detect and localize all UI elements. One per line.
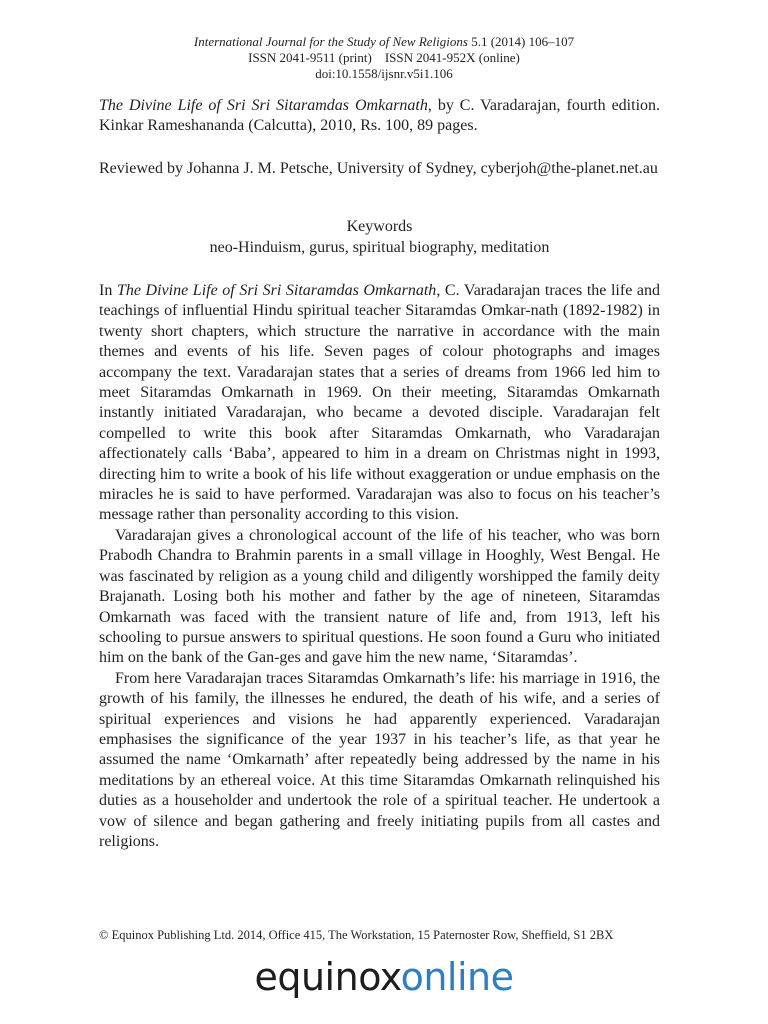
doi-line: doi:10.1558/ijsnr.v5i1.106 (315, 66, 453, 81)
keywords-heading: Keywords (346, 218, 413, 235)
body-paragraph-3: From here Varadarajan traces Sitaramdas Omkarnath’s life: his marriage in 1916, the growth of his family, the illnesses he endured, the death of his wife, and a series of spiritual experiences and visions he had apparently experienced. Varadarajan emphasises the significance of the year 1937 in his teacher’s life, as that year he assumed the name ‘Omkarnath’ after repeatedly being addressed by the name in his meditations by an ethereal voice. At this time Sitaramdas Omkarnath relinquished his duties as a householder and undertook the role of a spiritual teacher. He undertook a vow of silence and began gathering and freely initiating pupils from all castes and religions. (99, 669, 660, 850)
p1-prefix: In (99, 282, 117, 299)
equinoxonline-logo (0, 953, 768, 1001)
journal-name: International Journal for the Study of New Religions (193, 34, 468, 49)
book-citation (99, 96, 660, 137)
body-paragraph-1 (99, 281, 660, 526)
book-title: The Divine Life of Sri Sri Sitaramdas Omkarnath (99, 97, 428, 114)
keywords-block (99, 216, 660, 258)
book-details: , by C. Varadarajan, fourth edition. Kinkar Rameshananda (Calcutta), 2010, Rs. 100, 89 pages. (99, 97, 661, 135)
reviewer-line: Reviewed by Johanna J. M. Petsche, University of Sydney, cyberjoh@the-planet.net.au (99, 160, 658, 177)
journal-issue: 5.1 (2014) 106–107 (467, 34, 575, 49)
keywords-list: neo-Hinduism, gurus, spiritual biography, meditation (209, 239, 550, 256)
journal-header (0, 34, 768, 82)
logo-dark-text: equinox (254, 955, 401, 999)
review-body (99, 281, 660, 852)
issn-line: ISSN 2041-9511 (print) ISSN 2041-952X (online) (248, 50, 520, 65)
p1-text: , C. Varadarajan traces the life and teachings of influential Hindu spiritual teacher Sitaramdas Omkar-nath (1892-1982) in twenty short chapters, which structure the narrative in accordance with the main themes and events of his life. Seven pages of colour photographs and images accompany the text. Varadarajan states that a series of dreams from 1966 led him to meet Sitaramdas Omkarnath in 1969. On their meeting, Sitaramdas Omkarnath instantly initiated Varadarajan, who became a devoted disciple. Varadarajan felt compelled to write this book after Sitaramdas Omkarnath, who Varadarajan affectionately calls ‘Baba’, appeared to him in a dream on Christmas night in 1993, directing him to write a book of his life without exaggeration or undue emphasis on the miracles he is said to have performed. Varadarajan was also to focus on his teacher’s message rather than personality according to this vision. (99, 282, 661, 524)
copyright-notice: © Equinox Publishing Ltd. 2014, Office 415, The Workstation, 15 Paternoster Row, Sheffield, S1 2BX (99, 928, 614, 942)
p1-book-title: The Divine Life of Sri Sri Sitaramdas Omkarnath (116, 282, 437, 299)
journal-citation-line (0, 34, 768, 50)
body-paragraph-2: Varadarajan gives a chronological account of the life of his teacher, who was born Prabodh Chandra to Brahmin parents in a small village in Hooghly, West Bengal. He was fascinated by religion as a young child and diligently worshipped the family deity Brajanath. Losing both his mother and father by the age of nineteen, Sitaramdas Omkarnath was faced with the transient nature of life and, from 1913, left his schooling to pursue answers to spiritual questions. He soon found a Guru who initiated him on the bank of the Gan-ges and gave him the new name, ‘Sitaramdas’. (99, 526, 660, 667)
logo-blue-text: online (400, 955, 514, 999)
